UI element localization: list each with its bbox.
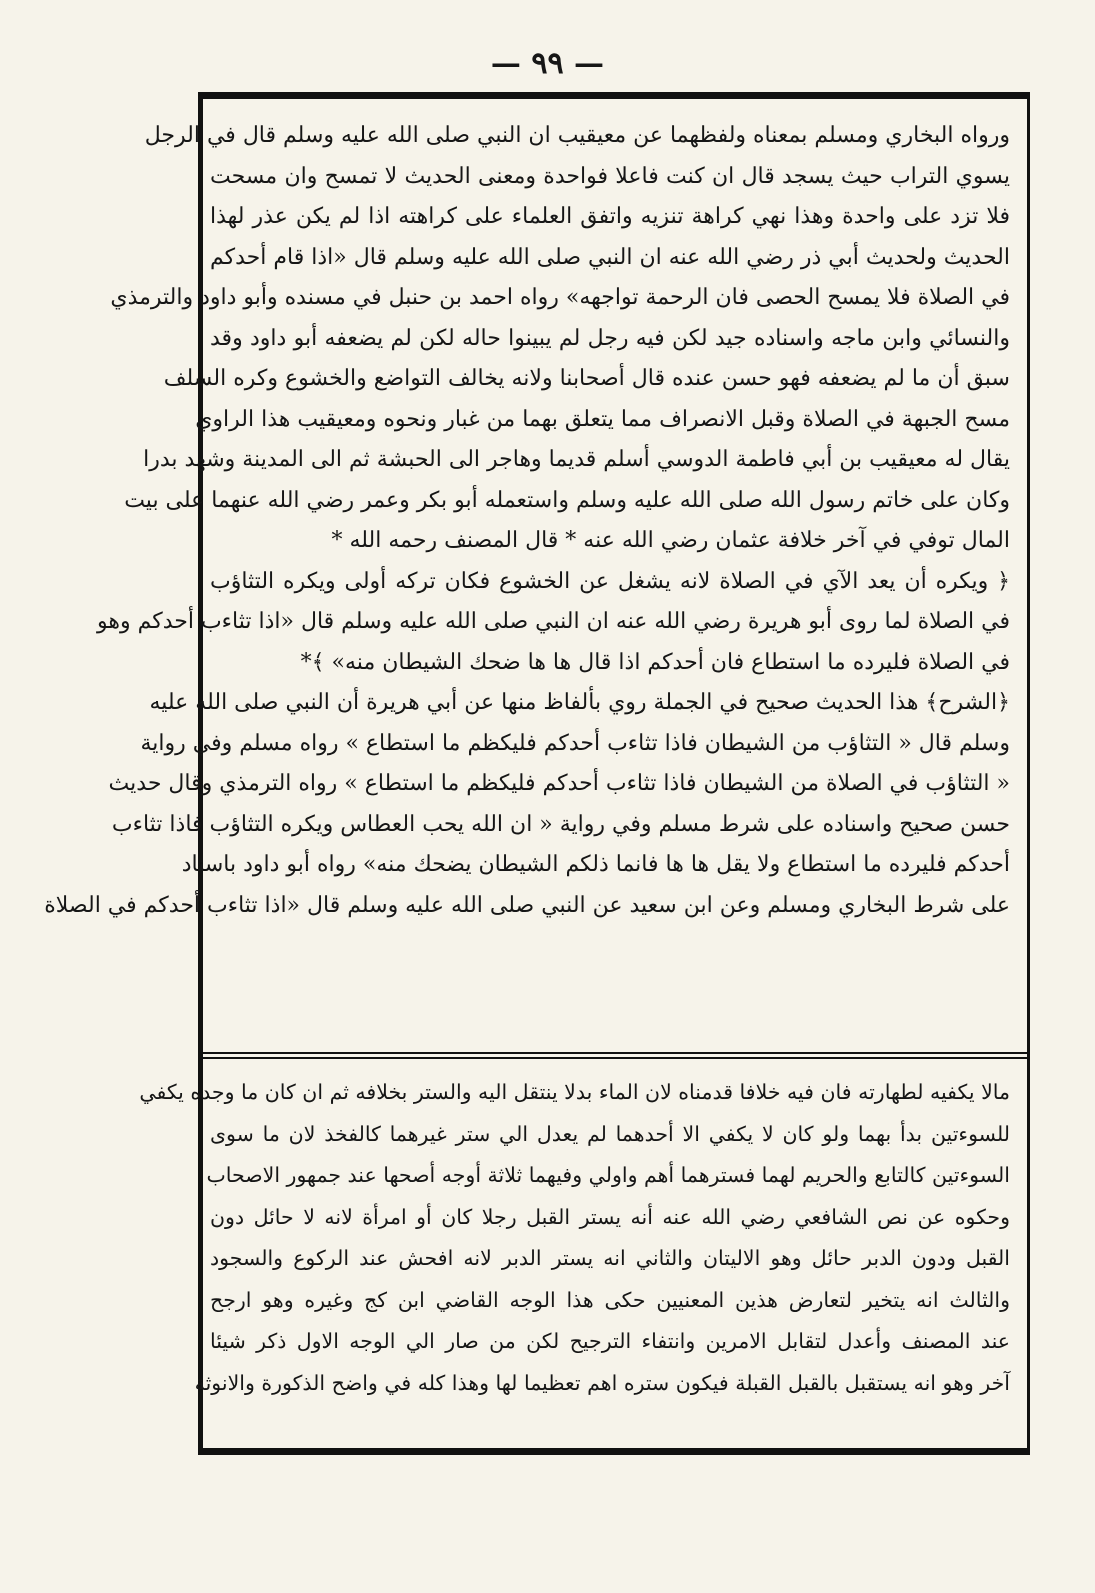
text-line: أحدكم فليرده ما استطاع ولا يقل ها ها فانما ذلكم الشيطان يضحك منه» رواه أبو داود باسناد bbox=[181, 852, 1010, 877]
page-number: — ٩٩ — bbox=[490, 46, 605, 81]
text-line: يسوي التراب حيث يسجد قال ان كنت فاعلا فواحدة ومعنى الحديث لا تمسح وان مسحت bbox=[210, 163, 1010, 189]
text-line: والنسائي وابن ماجه واسناده جيد لكن فيه رجل لم يبينوا حاله لكن لم يضعفه أبو داود وقد bbox=[210, 325, 1010, 351]
text-line: فلا تزد على واحدة وهذا نهي كراهة تنزيه واتفق العلماء على كراهته اذا لم يكن عذر لهذا bbox=[210, 204, 1010, 229]
footnote-line: القبل ودون الدبر حائل وهو الاليتان والثاني انه يستر الدبر لانه افحش عند الركوع والسجود bbox=[210, 1246, 1010, 1270]
text-line: في الصلاة فلا يمسح الحصى فان الرحمة تواجهه» رواه احمد بن حنبل في مسنده وأبو داود والترمذي bbox=[110, 285, 1010, 310]
footnote-line: عند المصنف وأعدل لتقابل الامرين وانتفاء الترجيح لكن من صار الي الوجه الاول ذكر شيئا bbox=[210, 1329, 1010, 1353]
text-line: يقال له معيقيب بن أبي فاطمة الدوسي أسلم قديما وهاجر الى الحبشة ثم الى المدينة وشهد بدرا bbox=[143, 447, 1010, 472]
text-line: ﴿الشرح﴾ هذا الحديث صحيح في الجملة روي بألفاظ منها عن أبي هريرة أن النبي صلى الله عليه bbox=[149, 690, 1010, 715]
bottom-rule bbox=[198, 1448, 1030, 1455]
top-rule bbox=[198, 92, 1030, 99]
text-line: الحديث ولحديث أبي ذر رضي الله عنه ان النبي صلى الله عليه وسلم قال «اذا قام أحدكم bbox=[210, 244, 1010, 270]
footnote-line: وحكوه عن نص الشافعي رضي الله عنه أنه يستر القبل رجلا كان أو امرأة لانه لا حائل دون bbox=[210, 1204, 1010, 1229]
text-line: وكان على خاتم رسول الله صلى الله عليه وسلم واستعمله أبو بكر وعمر رضي الله عنهما على بيت bbox=[124, 487, 1010, 513]
footnote-line: آخر وهو انه يستقبل بالقبل القبلة فيكون ستره اهم تعظيما لها وهذا كله في واضح الذكورة والانوثة bbox=[194, 1370, 1010, 1395]
footnote-line: للسوءتين بدأ بهما ولو كان لا يكفي الا أحدهما لم يعدل الي ستر غيرهما كالفخذ لان ما سوى bbox=[210, 1121, 1010, 1146]
text-line: في الصلاة فليرده ما استطاع فان أحدكم اذا قال ها ها ضحك الشيطان منه» ﴾* bbox=[300, 649, 1010, 675]
footnote-line: السوءتين كالتابع والحريم لهما فسترهما أهم واولي وفيهما ثلاثة أوجه أصحها عند جمهور الاصحاب bbox=[206, 1163, 1010, 1187]
text-line: حسن صحيح واسناده على شرط مسلم وفي رواية « ان الله يحب العطاس ويكره التثاؤب فاذا تثاءب bbox=[111, 811, 1010, 837]
footnote-divider bbox=[203, 1052, 1027, 1059]
text-line: سبق أن ما لم يضعفه فهو حسن عنده قال أصحابنا ولانه يخالف التواضع والخشوع وكره السلف bbox=[163, 366, 1010, 391]
main-text bbox=[44, 116, 1011, 926]
footnote-line: والثالث انه يتخير لتعارض هذين المعنيين حكى هذا الوجه القاضي ابن كج وغيره وهو ارجح bbox=[210, 1287, 1010, 1312]
text-line: مسح الجبهة في الصلاة وقبل الانصراف مما يتعلق بهما من غبار ونحوه ومعيقيب هذا الراوي bbox=[195, 406, 1010, 432]
text-line: ورواه البخاري ومسلم بمعناه ولفظهما عن معيقيب ان النبي صلى الله عليه وسلم قال في الرجل bbox=[144, 123, 1010, 148]
footnote-text bbox=[139, 1072, 1010, 1404]
text-line: في الصلاة لما روى أبو هريرة رضي الله عنه ان النبي صلى الله عليه وسلم قال «اذا تثاءب أحدكم وهو bbox=[97, 609, 1010, 634]
text-line: ﴿ ويكره أن يعد الآي في الصلاة لانه يشغل عن الخشوع فكان تركه أولى ويكره التثاؤب bbox=[210, 568, 1011, 594]
text-line: على شرط البخاري ومسلم وعن ابن سعيد عن النبي صلى الله عليه وسلم قال «اذا تثاءب أحدكم في الصلاة bbox=[44, 892, 1010, 918]
text-line: المال توفي في آخر خلافة عثمان رضي الله عنه * قال المصنف رحمه الله * bbox=[331, 528, 1010, 553]
text-line: وسلم قال « التثاؤب من الشيطان فاذا تثاءب أحدكم فليكظم ما استطاع » رواه مسلم وفي رواية bbox=[140, 730, 1010, 756]
footnote-line: مالا يكفيه لطهارته فان فيه خلافا قدمناه لان الماء بدلا ينتقل اليه والستر بخلافه ثم ان كان ما وجده يكفي bbox=[139, 1080, 1010, 1104]
text-line: « التثاؤب في الصلاة من الشيطان فاذا تثاءب أحدكم فليكظم ما استطاع » رواه الترمذي وقال حديث bbox=[108, 771, 1010, 796]
